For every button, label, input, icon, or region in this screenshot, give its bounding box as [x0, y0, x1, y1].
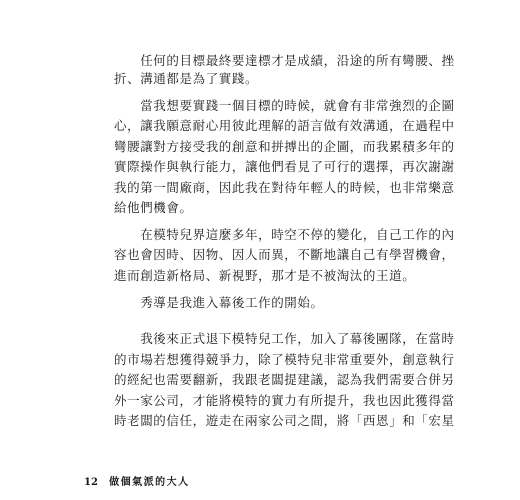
text-line: 任何的目標最終要達標才是成績，沿途的所有彎腰、挫	[114, 53, 455, 68]
text-line: 當我想要實踐一個目標的時候，就會有非常強烈的企圖	[114, 98, 455, 113]
text-line: 容也會因時、因物、因人而異，不斷地讓自己有學習機會，	[114, 247, 455, 262]
text-line: 給他們機會。	[114, 200, 193, 215]
book-title: 做個氣派的大人	[109, 477, 190, 488]
text-line: 心，讓我願意耐心用彼此理解的語言做有效溝通，在過程中	[114, 118, 455, 133]
text-line: 彎腰讓對方接受我的創意和拼搏出的企圖，而我累積多年的	[114, 139, 455, 154]
page-number: 12	[84, 477, 98, 488]
text-line: 我的第一間廠商，因此我在對待年輕人的時候，也非常樂意	[114, 180, 455, 195]
page-footer	[84, 477, 190, 489]
text-line: 折、溝通都是為了實踐。	[114, 71, 259, 86]
text-line: 在模特兒界這麼多年，時空不停的變化，自己工作的內	[114, 227, 455, 242]
text-line: 的市場若想獲得競爭力，除了模特兒非常重要外，創意執行	[114, 352, 455, 367]
text-line: 實際操作與執行能力，讓他們看見了可行的選擇，再次謝謝	[114, 159, 455, 174]
text-line: 外一家公司，才能將模特的實力有所提升，我也因此獲得當	[114, 393, 455, 408]
text-line: 進而創造新格局、新視野，那才是不被淘汰的王道。	[114, 268, 416, 283]
text-line: 的經紀也需要翻新，我跟老闆提建議，認為我們需要合併另	[114, 372, 455, 387]
text-line: 時老闆的信任，遊走在兩家公司之間，將「西恩」和「宏星	[114, 413, 455, 428]
text-line: 我後來正式退下模特兒工作，加入了幕後團隊，在當時	[114, 331, 455, 346]
text-line: 秀導是我進入幕後工作的開始。	[114, 295, 324, 310]
